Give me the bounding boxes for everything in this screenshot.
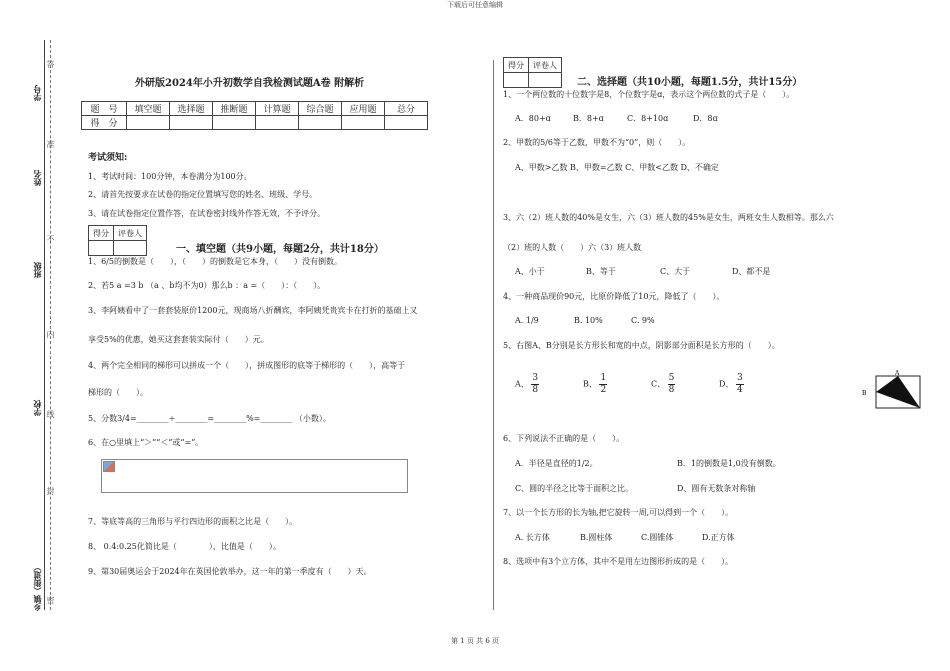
seal-char: 准 xyxy=(46,140,55,148)
score-cell[interactable] xyxy=(385,116,428,130)
label-school: 学校 xyxy=(32,400,42,416)
grader-name-cell[interactable] xyxy=(114,241,147,256)
choice-question: 3、六（2）班人数的40%是女生，六（3）班人数的45%是女生，两班女生人数相等。那么六 xyxy=(503,213,834,222)
choice-option[interactable]: B.圆柱体 xyxy=(580,533,613,542)
column-divider xyxy=(493,60,494,610)
choice-option[interactable]: C．8+10ɑ xyxy=(627,114,669,123)
choice-option[interactable]: B．8+ɑ xyxy=(573,114,604,123)
header-note: 下载后可任意编辑 xyxy=(447,1,503,9)
option-letter: D、 xyxy=(719,379,734,389)
fraction xyxy=(599,373,607,396)
fraction-numerator: 3 xyxy=(532,373,539,383)
score-header-cell: 总分 xyxy=(385,102,428,116)
choice-option[interactable]: B．1的倒数是1,0没有倒数。 xyxy=(677,459,781,468)
notice-item: 1、考试时间：100分钟，本卷满分为100分。 xyxy=(88,172,252,181)
binding-dashed-line xyxy=(50,40,51,610)
choice-option[interactable]: C.圆锥体 xyxy=(641,533,674,542)
choice-option[interactable]: D、圆有无数条对称轴 xyxy=(677,484,756,493)
fill-question: 1、6/5的倒数是（ ），（ ）的倒数是它本身，（ ）没有倒数。 xyxy=(88,257,342,266)
grader-score-label: 得分 xyxy=(504,58,529,73)
point-a-label: A xyxy=(895,370,900,377)
choice-question: 8、选项中有3个立方体，其中不是用左边图形折成的是（ ）。 xyxy=(503,557,734,566)
broken-image-icon xyxy=(103,461,115,472)
grader-box-section2 xyxy=(503,57,562,88)
choice-option-fraction[interactable] xyxy=(583,373,607,396)
seal-char: 答 xyxy=(46,60,55,68)
choice-option-fraction[interactable] xyxy=(719,373,744,396)
fraction xyxy=(531,373,539,396)
grader-label: 评卷人 xyxy=(114,226,147,241)
fill-question: 3、李阿姨看中了一套套装原价1200元，现商场八折酬宾，李阿姨凭贵宾卡在打折的基础上又 xyxy=(88,306,418,315)
seal-char: 密 xyxy=(46,596,55,604)
label-student-id: 学号 xyxy=(32,85,42,101)
choice-question: （2）班的人数（ ）六（3）班人数 xyxy=(503,243,642,252)
comparison-image-box xyxy=(101,459,408,493)
fraction-denominator: 8 xyxy=(668,385,675,395)
score-header-cell: 计算题 xyxy=(256,102,299,116)
seal-char: 线 xyxy=(46,410,55,418)
fraction-numerator: 1 xyxy=(600,373,607,383)
fill-question: 2、若5 a =3 b （a 、b均不为0）那么b ：a =（ ）：（ ）。 xyxy=(88,281,326,290)
choice-question: 5、右图A、B分别是长方形长和宽的中点，阴影部分面积是长方形的（ ）。 xyxy=(503,341,780,350)
choice-option[interactable]: B、等于 xyxy=(586,267,616,276)
grader-score-cell[interactable] xyxy=(89,241,114,256)
choice-option[interactable]: D．8ɑ xyxy=(693,114,718,123)
rectangle-shaded-figure xyxy=(858,370,924,412)
option-letter: A、 xyxy=(515,379,529,389)
choice-option[interactable]: A、甲数>乙数 B、甲数=乙数 C、甲数<乙数 D、不确定 xyxy=(515,163,719,172)
seal-char: 内 xyxy=(46,330,55,338)
score-header-cell: 综合题 xyxy=(299,102,342,116)
fraction xyxy=(736,373,744,396)
fill-question: 梯形的（ ）。 xyxy=(88,388,148,397)
point-b-label: B xyxy=(862,390,867,397)
choice-option-fraction[interactable] xyxy=(651,373,675,396)
fraction-denominator: 2 xyxy=(600,385,607,395)
score-table-score-row xyxy=(82,116,428,130)
score-cell[interactable] xyxy=(342,116,385,130)
score-table xyxy=(81,101,428,130)
choice-question: 1、一个两位数的十位数字是8，个位数字是ɑ，表示这个两位数的式子是（ ）。 xyxy=(503,90,795,99)
label-township: 乡镇（街道） xyxy=(32,563,42,611)
score-header-cell: 选择题 xyxy=(170,102,213,116)
fill-question: 享受5%的优惠，她买这套套装实际付（ ）元。 xyxy=(88,335,269,344)
grader-label: 评卷人 xyxy=(529,58,562,73)
score-cell[interactable] xyxy=(299,116,342,130)
choice-question: 7、以一个长方形的长为轴,把它旋转一周,可以得到一个（ ）。 xyxy=(503,508,734,517)
score-cell[interactable] xyxy=(213,116,256,130)
choice-question: 2、甲数的5/6等于乙数，甲数不为“0”，则（ ）。 xyxy=(503,138,691,147)
option-letter: C、 xyxy=(651,379,666,389)
page-footer: 第 1 页 共 6 页 xyxy=(450,637,500,645)
section2-heading: 二、选择题（共10小题，每题1.5分，共计15分） xyxy=(577,77,803,88)
grader-score-label: 得分 xyxy=(89,226,114,241)
notice-item: 3、请在试卷指定位置作答，在试卷密封线外作答无效，不予评分。 xyxy=(88,209,326,218)
choice-option-fraction[interactable] xyxy=(515,373,539,396)
grader-score-cell[interactable] xyxy=(504,73,529,88)
fill-question: 6、在○里填上“＞”“＜”或“=”。 xyxy=(88,438,204,447)
label-class: 班级 xyxy=(32,262,42,278)
choice-option[interactable]: C、大于 xyxy=(660,267,691,276)
choice-option[interactable]: A．半径是直径的1/2。 xyxy=(515,459,598,468)
choice-option[interactable]: A. 1/9 xyxy=(515,316,539,325)
notice-heading: 考试须知: xyxy=(88,153,128,163)
option-letter: B、 xyxy=(583,379,597,389)
choice-question: 6、下列说法不正确的是（ ）。 xyxy=(503,434,625,443)
seal-char: 不 xyxy=(46,235,55,243)
choice-option[interactable]: A．80+ɑ xyxy=(515,114,551,123)
score-header-cell: 推断题 xyxy=(213,102,256,116)
score-cell[interactable] xyxy=(127,116,170,130)
fraction xyxy=(668,373,676,396)
exam-title: 外研版2024年小升初数学自我检测试题A卷 附解析 xyxy=(135,78,365,89)
fraction-denominator: 4 xyxy=(736,385,743,395)
score-row-label: 得 分 xyxy=(82,116,127,130)
choice-option[interactable]: B. 10% xyxy=(574,316,603,325)
score-header-cell: 填空题 xyxy=(127,102,170,116)
score-header-cell: 题 号 xyxy=(82,102,127,116)
fill-question: 8、 0.4:0.25化简比是（ ），比值是（ ）。 xyxy=(88,542,281,551)
fraction-numerator: 3 xyxy=(736,373,743,383)
binding-solid-line xyxy=(44,40,45,610)
notice-item: 2、请首先按要求在试卷的指定位置填写您的姓名、班级、学号。 xyxy=(88,190,318,199)
choice-option[interactable]: C、圆的半径之比等于面积之比。 xyxy=(515,484,634,493)
score-table-header-row xyxy=(82,102,428,116)
grader-name-cell[interactable] xyxy=(529,73,562,88)
choice-option[interactable]: A、小于 xyxy=(515,267,545,276)
fill-question: 4、两个完全相同的梯形可以拼成一个（ ），拼成图形的底等于梯形的（ ），高等于 xyxy=(88,361,406,370)
fill-question: 7、等底等高的三角形与平行四边形的面积之比是（ ）。 xyxy=(88,517,298,526)
choice-option[interactable]: D、都不是 xyxy=(732,267,771,276)
fill-question: 5、分数3/4=________÷________=________%=________ （小数）。 xyxy=(88,414,331,423)
seal-char: 封 xyxy=(46,487,55,495)
shaded-triangle xyxy=(876,376,920,408)
choice-option[interactable]: A. 长方体 xyxy=(515,533,550,542)
section1-heading: 一、填空题（共9小题，每题2分，共计18分） xyxy=(176,244,384,255)
label-name: 姓名 xyxy=(32,170,42,186)
score-cell[interactable] xyxy=(170,116,213,130)
score-header-cell: 应用题 xyxy=(342,102,385,116)
score-cell[interactable] xyxy=(256,116,299,130)
fill-question: 9、第30届奥运会于2024年在英国伦敦举办，这一年的第一季度有（ ）天。 xyxy=(88,567,372,576)
choice-option[interactable]: D.正方体 xyxy=(702,533,735,542)
choice-question: 4、一种商品现价90元，比原价降低了10元，降低了（ ）。 xyxy=(503,292,725,301)
grader-box-section1 xyxy=(88,225,147,256)
fraction-numerator: 5 xyxy=(668,373,675,383)
choice-option[interactable]: C. 9% xyxy=(631,316,655,325)
fraction-denominator: 8 xyxy=(532,385,539,395)
